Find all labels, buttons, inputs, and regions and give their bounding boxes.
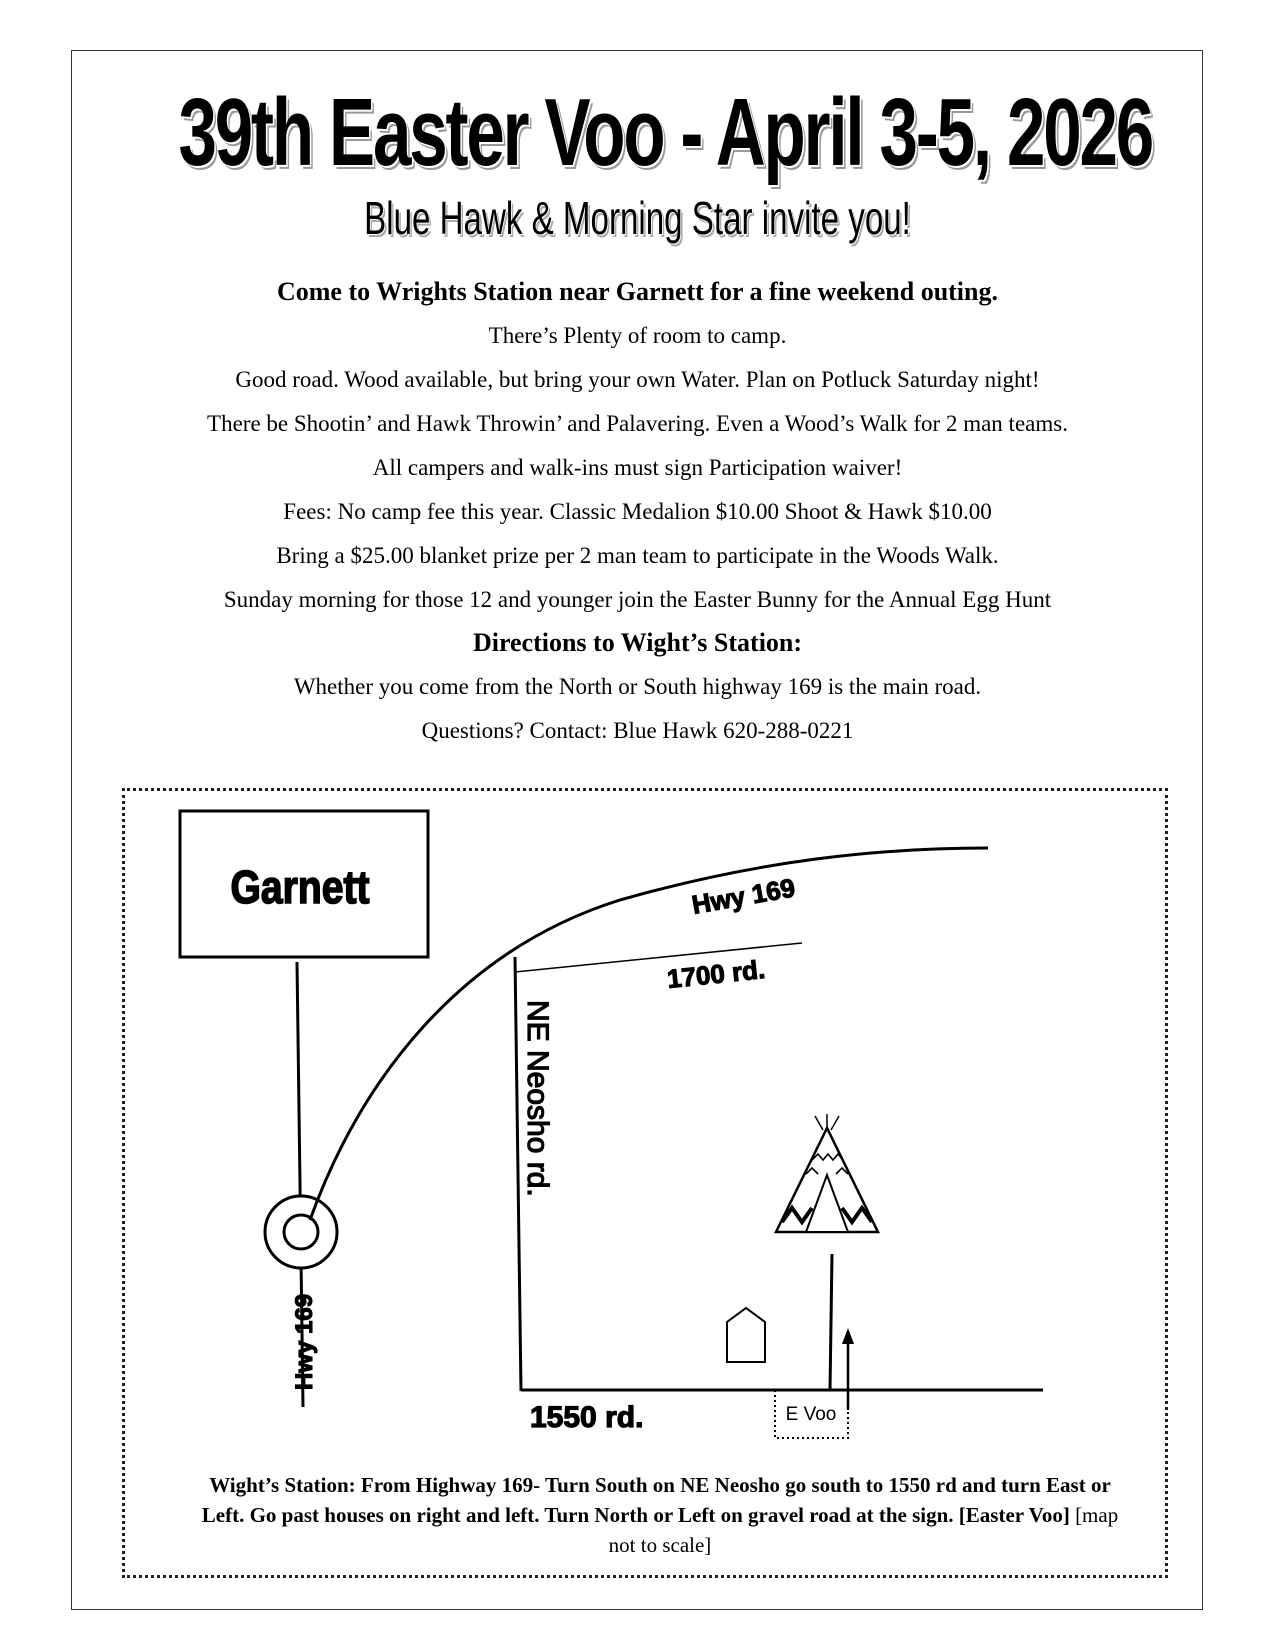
info-line-4: All campers and walk-ins must sign Participation waiver! — [372, 455, 903, 480]
road-neosho-label: NE Neosho rd. — [521, 1000, 554, 1197]
intro-heading: Come to Wrights Station near Garnett for a fine weekend outing. — [277, 277, 998, 306]
road-neosho — [515, 957, 521, 1391]
caption-note: [map not to scale] — [608, 1503, 1119, 1557]
info-line-7: Sunday morning for those 12 and younger join the Easter Bunny for the Annual Egg Hunt — [223, 587, 1052, 612]
hwy-top-label: Hwy 169 — [689, 872, 798, 920]
hwy-169-curve — [310, 848, 988, 1220]
highway-junction-icon — [265, 1196, 337, 1268]
voo-sign-label: E Voo — [785, 1404, 837, 1425]
gravel-road — [830, 1254, 832, 1390]
page-title: 39th Easter Voo - April 3-5, 2026 — [178, 79, 1153, 186]
hwy-left-label: Hwy 169 — [291, 1293, 318, 1390]
road-1700-label: 1700 rd. — [665, 953, 767, 995]
directions-heading: Directions to Wight’s Station: — [472, 628, 803, 657]
info-line-3: There be Shootin’ and Hawk Throwin’ and Palavering. Even a Wood’s Walk for 2 man teams. — [207, 411, 1068, 436]
info-line-2: Good road. Wood available, but bring your own Water. Plan on Potluck Saturday night! — [235, 367, 1040, 392]
teepee-icon — [776, 1114, 878, 1232]
contact-line: Questions? Contact: Blue Hawk 620-288-0221 — [421, 718, 854, 743]
info-line-1: There’s Plenty of room to camp. — [488, 323, 787, 348]
directions-caption — [200, 1470, 1120, 1560]
directions-line: Whether you come from the North or South highway 169 is the main road. — [293, 674, 982, 699]
info-line-6: Bring a $25.00 blanket prize per 2 man team to participate in the Woods Walk. — [276, 543, 999, 568]
house-icon — [727, 1308, 765, 1362]
caption-text: Wight’s Station: From Highway 169- Turn South on NE Neosho go south to 1550 rd and turn East or Left. Go past houses on right and left. Turn North or Left on gravel road at the sign. [Easter Voo] — [201, 1473, 1111, 1527]
page-subtitle: Blue Hawk & Morning Star invite you! — [364, 192, 911, 244]
town-label: Garnett — [230, 862, 370, 914]
road-1550-label: 1550 rd. — [530, 1401, 644, 1434]
info-line-5: Fees: No camp fee this year. Classic Medalion $10.00 Shoot & Hawk $10.00 — [283, 499, 992, 524]
